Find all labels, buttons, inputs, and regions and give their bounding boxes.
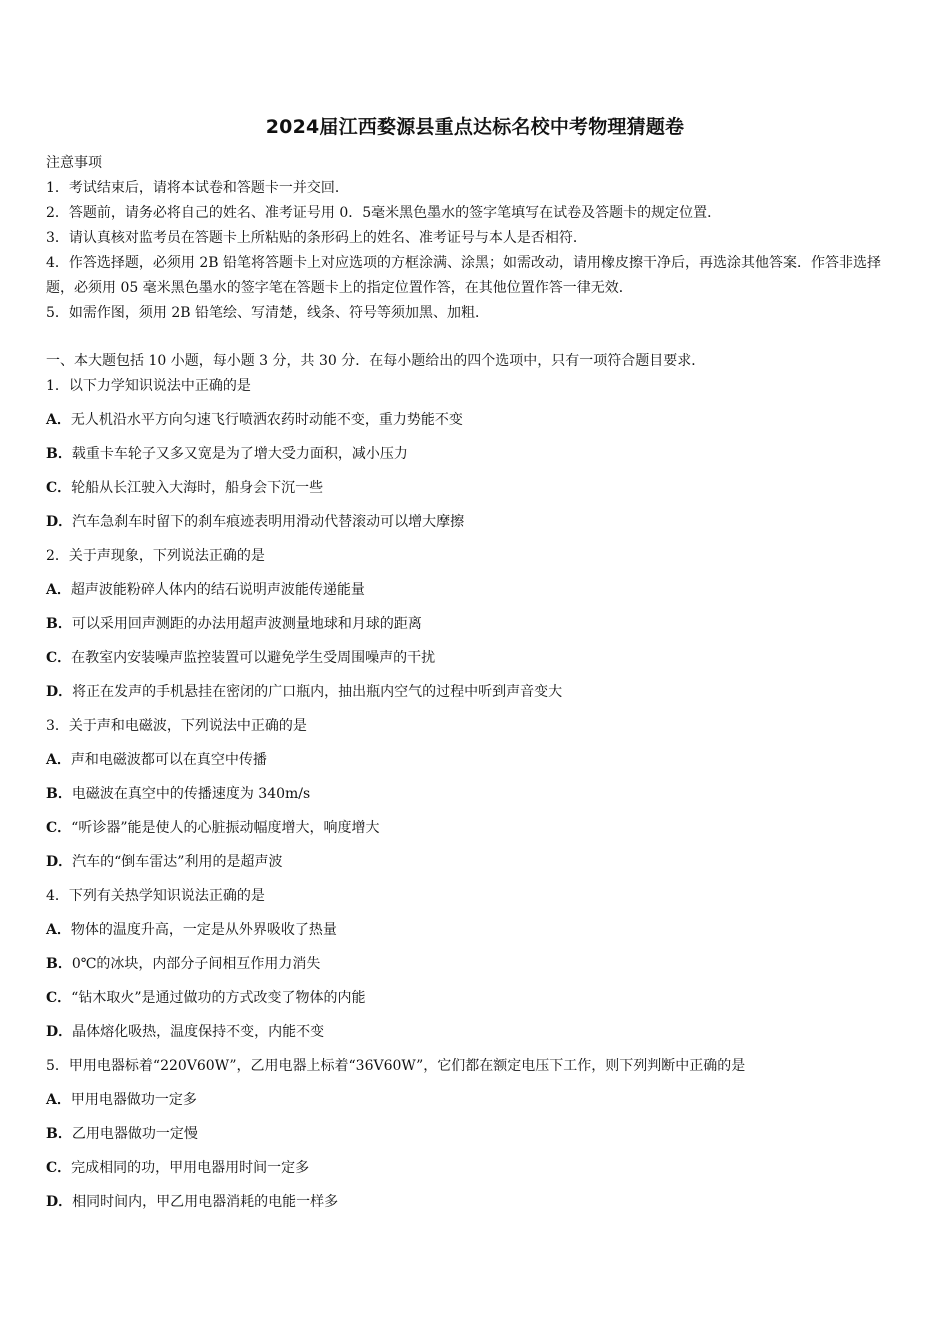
option-letter: A． <box>46 1092 71 1108</box>
option-text: 0℃的冰块，内部分子间相互作用力消失 <box>71 956 321 972</box>
option-letter: A． <box>46 752 71 768</box>
question-option <box>46 441 906 475</box>
question-stem: 4．下列有关热学知识说法正确的是 <box>46 888 265 904</box>
option-text: 无人机沿水平方向匀速飞行喷洒农药时动能不变，重力势能不变 <box>70 412 463 428</box>
question-stem: 3．关于声和电磁波，下列说法中正确的是 <box>46 718 307 734</box>
option-text: 汽车的“倒车雷达”利用的是超声波 <box>72 854 283 870</box>
option-letter: A． <box>46 412 71 428</box>
option-text: 相同时间内，甲乙用电器消耗的电能一样多 <box>72 1194 339 1210</box>
option-text: 物体的温度升高，一定是从外界吸收了热量 <box>70 922 337 938</box>
question-option <box>46 509 906 543</box>
section-intro: 一、本大题包括 10 小题，每小题 3 分，共 30 分．在每小题给出的四个选项中，只有一项符合题目要求． <box>46 353 706 369</box>
option-letter: B． <box>46 1126 72 1142</box>
question-stem: 5．甲用电器标着“220V60W”，乙用电器上标着“36V60W”，它们都在额定电压下工作，则下列判断中正确的是 <box>46 1058 746 1074</box>
option-letter: D． <box>46 1024 73 1040</box>
page-title: 2024届江西婺源县重点达标名校中考物理猜题卷 <box>265 116 685 138</box>
question-option <box>46 917 906 951</box>
notice-item: 2．答题前，请务必将自己的姓名、准考证号用 0．5毫米黑色墨水的签字笔填写在试卷及答题卡的规定位置． <box>46 205 722 221</box>
option-text: 载重卡车轮子又多又宽是为了增大受力面积，减小压力 <box>71 446 408 462</box>
option-text: 轮船从长江驶入大海时，船身会下沉一些 <box>71 480 324 496</box>
question-option <box>46 985 906 1019</box>
notice-item: 5．如需作图，须用 2B 铅笔绘、写清楚，线条、符号等须加黑、加粗． <box>46 305 490 321</box>
question-option <box>46 1189 906 1223</box>
question-option <box>46 475 906 509</box>
question-option <box>46 747 906 781</box>
option-text: 将正在发声的手机悬挂在密闭的广口瓶内，抽出瓶内空气的过程中听到声音变大 <box>72 684 563 700</box>
question-option <box>46 815 906 849</box>
question-option <box>46 1019 906 1053</box>
option-text: 乙用电器做功一定慢 <box>71 1126 198 1142</box>
option-letter: B． <box>46 956 72 972</box>
option-letter: C． <box>46 1160 72 1176</box>
question-option <box>46 611 906 645</box>
option-letter: C． <box>46 480 72 496</box>
question-option <box>46 407 906 441</box>
option-text: 电磁波在真空中的传播速度为 340m/s <box>71 786 311 802</box>
option-letter: A． <box>46 922 71 938</box>
option-text: 汽车急刹车时留下的刹车痕迹表明用滑动代替滚动可以增大摩擦 <box>72 514 465 530</box>
option-text: 超声波能粉碎人体内的结石说明声波能传递能量 <box>70 582 365 598</box>
question-option <box>46 645 906 679</box>
option-text: 完成相同的功，甲用电器用时间一定多 <box>71 1160 310 1176</box>
notice-block <box>46 151 906 326</box>
option-letter: B． <box>46 616 72 632</box>
question-option <box>46 1155 906 1189</box>
option-text: “钻木取火”是通过做功的方式改变了物体的内能 <box>71 990 366 1006</box>
question-option <box>46 781 906 815</box>
option-letter: D． <box>46 1194 73 1210</box>
question-stem: 1．以下力学知识说法中正确的是 <box>46 378 251 394</box>
option-text: 声和电磁波都可以在真空中传播 <box>70 752 267 768</box>
option-letter: B． <box>46 446 72 462</box>
option-letter: D． <box>46 854 73 870</box>
question-option <box>46 1121 906 1155</box>
option-letter: D． <box>46 684 73 700</box>
notice-heading: 注意事项 <box>46 155 102 171</box>
option-letter: C． <box>46 650 72 666</box>
option-letter: C． <box>46 820 72 836</box>
question-option <box>46 849 906 883</box>
option-letter: A． <box>46 582 71 598</box>
option-text: 可以采用回声测距的办法用超声波测量地球和月球的距离 <box>71 616 422 632</box>
question-stem: 2．关于声现象，下列说法正确的是 <box>46 548 265 564</box>
notice-item: 1．考试结束后，请将本试卷和答题卡一并交回． <box>46 180 349 196</box>
question-option <box>46 1087 906 1121</box>
question-option <box>46 577 906 611</box>
option-letter: B． <box>46 786 72 802</box>
option-text: 甲用电器做功一定多 <box>70 1092 197 1108</box>
question-option <box>46 679 906 713</box>
option-text: 晶体熔化吸热，温度保持不变，内能不变 <box>72 1024 325 1040</box>
option-letter: C． <box>46 990 72 1006</box>
notice-item: 4．作答选择题，必须用 2B 铅笔将答题卡上对应选项的方框涂满、涂黑；如需改动，请用橡皮擦干净后，再选涂其他答案．作答非选择题，必须用 05 毫米黑色墨水的签字笔在答题卡上的指定位置作答，在其他位置作答一律无效． <box>46 255 881 296</box>
question-section <box>46 348 906 1223</box>
option-letter: D． <box>46 514 73 530</box>
option-text: 在教室内安装噪声监控装置可以避免学生受周围噪声的干扰 <box>71 650 436 666</box>
question-option <box>46 951 906 985</box>
notice-item: 3．请认真核对监考员在答题卡上所粘贴的条形码上的姓名、准考证号与本人是否相符． <box>46 230 587 246</box>
option-text: “听诊器”能是使人的心脏振动幅度增大，响度增大 <box>71 820 380 836</box>
